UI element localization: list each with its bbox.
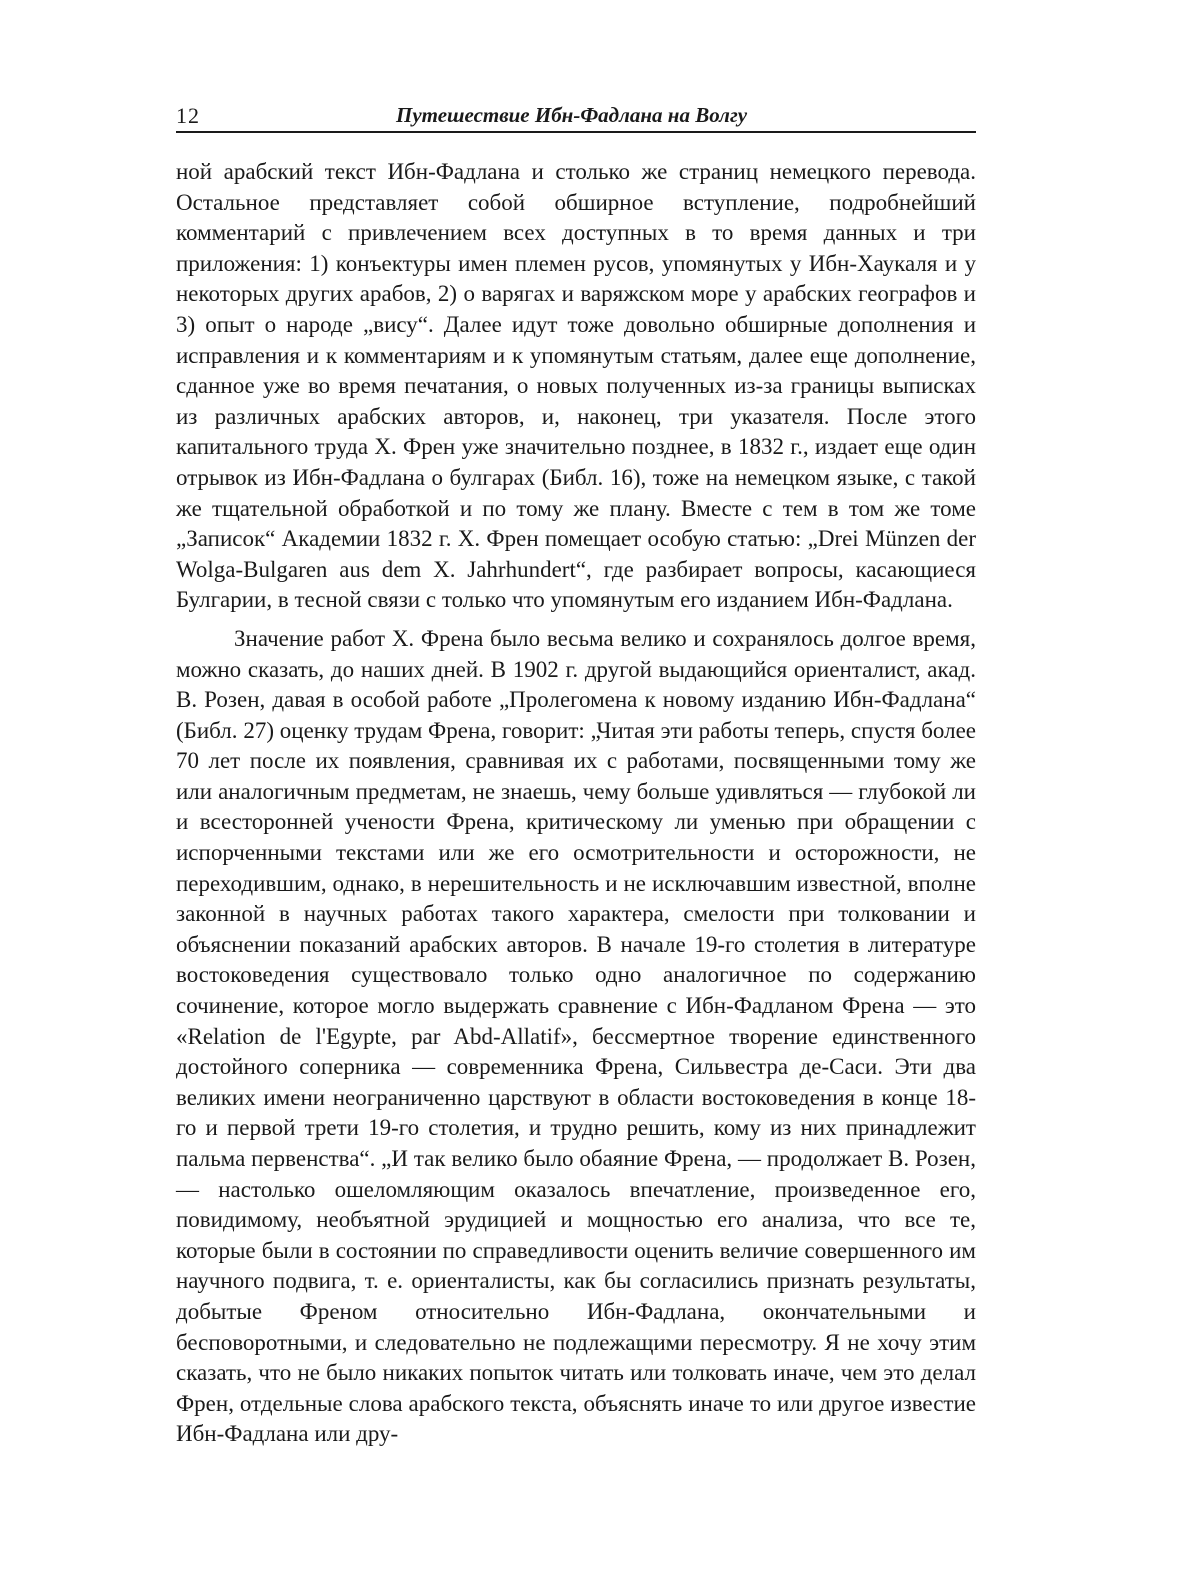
body-text <box>176 157 976 1450</box>
paragraph-continued: ной арабский текст Ибн-Фадлана и столько же страниц немецкого перевода. Остальное представляет собой обширное вступление, подробнейший комментарий с привлечением всех доступных в то время данных и три приложения: 1) конъектуры имен племен русов, упомянутых у Ибн-Хаукаля и у некоторых других арабов, 2) о варягах и варяжском море у арабских географов и 3) опыт о народе „вису“. Далее идут тоже довольно обширные дополнения и исправления и к комментариям и к упомянутым статьям, далее еще дополнение, сданное уже во время печатания, о новых полученных из-за границы выписках из различных арабских авторов, и, наконец, три указателя. После этого капитального труда Х. Френ уже значительно позднее, в 1832 г., издает еще один отрывок из Ибн-Фадлана о булгарах (Библ. 16), тоже на немецком языке, с такой же тщательной обработкой и по тому же плану. Вместе с тем в том же томе „Записок“ Академии 1832 г. Х. Френ помещает особую статью: „Drei Münzen der Wolga-Bulgaren aus dem X. Jahrhundert“, где разбирает вопросы, касающиеся Булгарии, в тесной связи с только что упомянутым его изданием Ибн-Фадлана. <box>176 159 976 613</box>
running-title: Путешествие Ибн-Фадлана на Волгу <box>396 103 748 127</box>
page-header <box>176 103 976 133</box>
page-number: 12 <box>176 103 200 128</box>
paragraph: Значение работ Х. Френа было весьма велико и сохранялось долгое время, можно сказать, до наших дней. В 1902 г. другой выдающийся ориенталист, акад. В. Розен, давая в особой работе „Пролегомена к новому изданию Ибн-Фадлана“ (Библ. 27) оценку трудам Френа, говорит: „Читая эти работы теперь, спустя более 70 лет после их появления, сравнивая их с работами, посвященными тому же или аналогичным предметам, не знаешь, чему больше удивляться — глубокой ли и всесторонней учености Френа, критическому ли уменью при обращении с испорченными текстами или же его осмотрительности и осторожности, не переходившим, однако, в нерешительность и не исключавшим известной, вполне законной в научных работах такого характера, смелости при толковании и объяснении показаний арабских авторов. В начале 19-го столетия в литературе востоковедения существовало только одно аналогичное по содержанию сочинение, которое могло выдержать сравнение с Ибн-Фадланом Френа — это «Relation de l'Egypte, par Abd-Allatif», бессмертное творение единственного достойного соперника — современника Френа, Сильвестра де-Саси. Эти два великих имени неограниченно царствуют в области востоковедения в конце 18-го и первой трети 19-го столетия, и трудно решить, кому из них принадлежит пальма первенства“. „И так велико было обаяние Френа, — продолжает В. Розен, — настолько ошеломляющим оказалось впечатление, произведенное его, повидимому, необъятной эрудицией и мощностью его анализа, что все те, которые были в состоянии по справедливости оценить величие совершенного им научного подвига, т. е. ориенталисты, как бы согласились признать результаты, добытые Френом относительно Ибн-Фадлана, окончательными и бесповоротными, и следовательно не подлежащими пересмотру. Я не хочу этим сказать, что не было никаких попыток читать или толковать иначе, чем это делал Френ, отдельные слова арабского текста, объяснять иначе то или другое известие Ибн-Фадлана или дру- <box>176 625 976 1447</box>
